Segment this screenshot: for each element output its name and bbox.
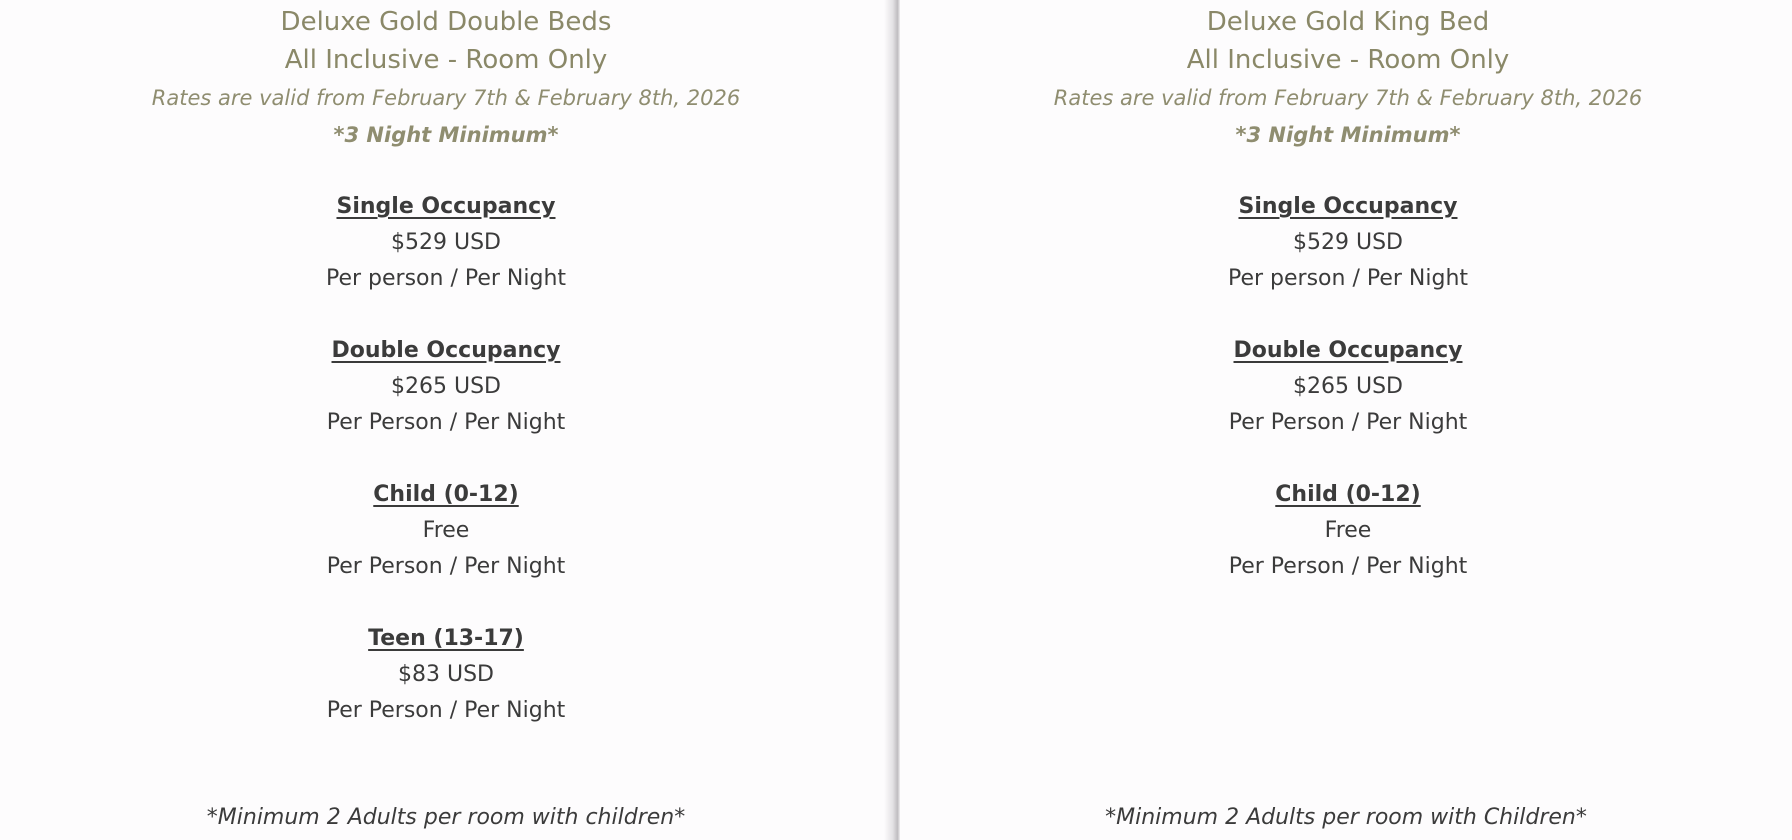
rate-unit: Per Person / Per Night	[326, 410, 566, 435]
rate-label: Teen (13-17)	[368, 626, 524, 651]
rate-child	[0, 477, 892, 585]
rate-teen	[0, 621, 892, 729]
minimum-nights-note: *3 Night Minimum*	[333, 123, 559, 147]
adults-minimum-footnote: *Minimum 2 Adults per room with Children*	[1105, 805, 1587, 830]
rate-child	[898, 477, 1792, 585]
rate-price: Free	[422, 518, 470, 543]
rate-price: Free	[1324, 518, 1372, 543]
rate-label: Child (0-12)	[373, 482, 519, 507]
rate-unit: Per person / Per Night	[1227, 266, 1469, 291]
rate-single-occupancy	[0, 189, 892, 297]
rate-price: $265 USD	[391, 374, 501, 399]
board-type: All Inclusive - Room Only	[1186, 45, 1510, 75]
rate-validity-note: Rates are valid from February 7th & February 8th, 2026	[1053, 86, 1643, 110]
rate-unit: Per Person / Per Night	[326, 554, 566, 579]
rate-double-occupancy	[0, 333, 892, 441]
rate-unit: Per Person / Per Night	[1228, 410, 1468, 435]
minimum-nights-note: *3 Night Minimum*	[1235, 123, 1461, 147]
rate-unit: Per Person / Per Night	[326, 698, 566, 723]
rate-unit: Per person / Per Night	[325, 266, 567, 291]
rate-price: $83 USD	[398, 662, 494, 687]
rate-label: Double Occupancy	[331, 338, 561, 363]
rate-label: Double Occupancy	[1233, 338, 1463, 363]
rate-price: $529 USD	[391, 230, 501, 255]
rate-label: Child (0-12)	[1275, 482, 1421, 507]
room-rate-content	[898, 0, 1792, 585]
room-rate-panel-deluxe-gold-king	[900, 0, 1792, 840]
room-rate-panel-deluxe-gold-double	[0, 0, 892, 840]
rate-price: $529 USD	[1293, 230, 1403, 255]
rate-label: Single Occupancy	[1238, 194, 1458, 219]
adults-minimum-footnote: *Minimum 2 Adults per room with children*	[206, 805, 686, 830]
rate-price: $265 USD	[1293, 374, 1403, 399]
room-title: Deluxe Gold Double Beds	[280, 7, 612, 37]
rate-label: Single Occupancy	[336, 194, 556, 219]
rate-double-occupancy	[898, 333, 1792, 441]
rate-unit: Per Person / Per Night	[1228, 554, 1468, 579]
board-type: All Inclusive - Room Only	[284, 45, 608, 75]
room-title: Deluxe Gold King Bed	[1206, 7, 1490, 37]
room-rate-content	[0, 0, 892, 729]
rate-single-occupancy	[898, 189, 1792, 297]
rate-validity-note: Rates are valid from February 7th & February 8th, 2026	[151, 86, 741, 110]
